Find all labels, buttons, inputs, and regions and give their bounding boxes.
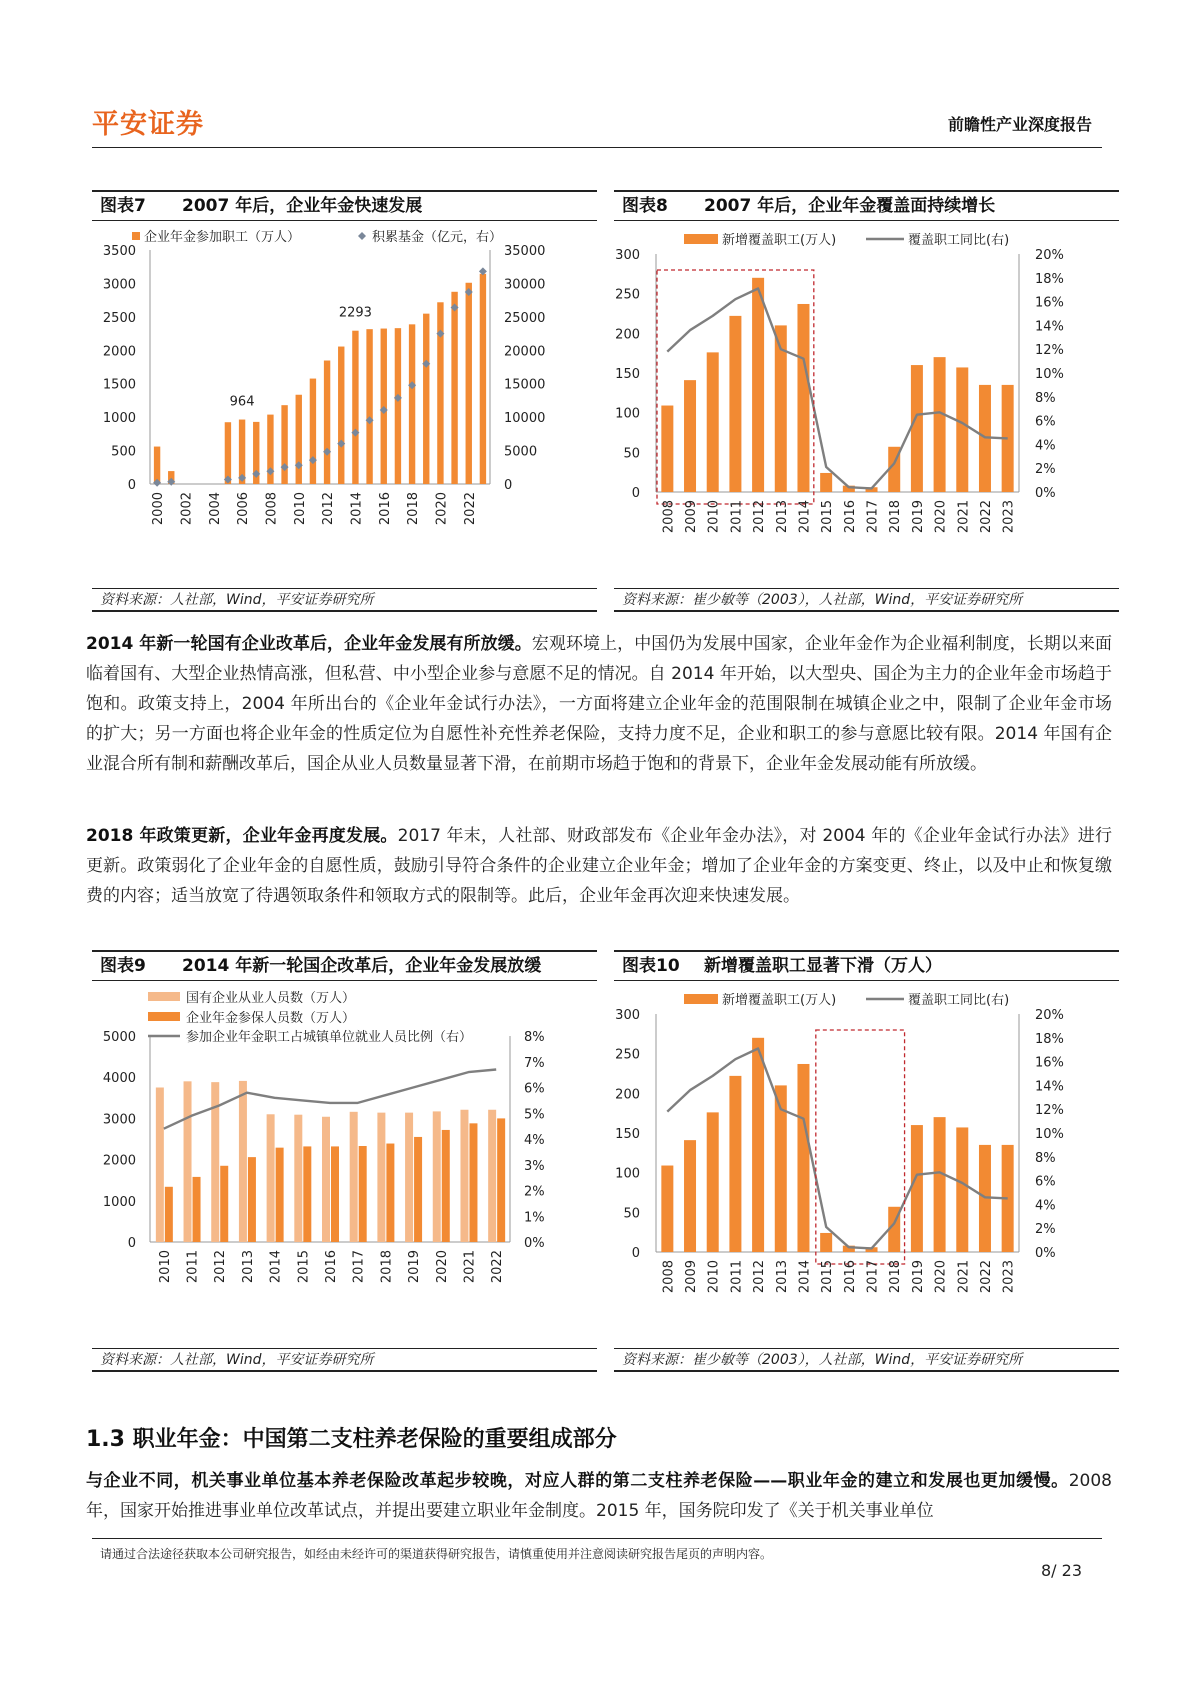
x-tick-label: 2008 bbox=[264, 492, 280, 526]
x-tick-label: 2011 bbox=[185, 1250, 201, 1284]
x-tick-label: 2011 bbox=[729, 1260, 745, 1294]
y-tick-label-left: 3000 bbox=[102, 1112, 136, 1128]
legend-swatch bbox=[358, 232, 366, 240]
x-tick-label: 2020 bbox=[434, 1250, 450, 1284]
figure-7-chart bbox=[92, 228, 597, 583]
y-tick-label-left: 250 bbox=[615, 1047, 640, 1063]
bar-annuity-participants bbox=[276, 1148, 284, 1242]
legend-label: 企业年金参加职工（万人） bbox=[144, 230, 301, 245]
y-tick-label-right: 2% bbox=[524, 1184, 545, 1200]
x-tick-label: 2018 bbox=[406, 492, 422, 526]
bar bbox=[729, 316, 741, 492]
legend-label: 积累基金（亿元，右） bbox=[372, 230, 503, 245]
legend-label: 新增覆盖职工(万人) bbox=[722, 993, 837, 1008]
x-tick-label: 2009 bbox=[684, 500, 700, 534]
bar-soe-employees bbox=[322, 1117, 330, 1242]
y-tick-label-right: 8% bbox=[1035, 390, 1056, 406]
legend-label: 覆盖职工同比(右) bbox=[908, 233, 1010, 248]
y-tick-label-right: 18% bbox=[1035, 1031, 1064, 1047]
y-tick-label-right: 20000 bbox=[504, 344, 546, 360]
bar-soe-employees bbox=[239, 1081, 247, 1242]
paragraph-lead: 2014 年新一轮国有企业改革后，企业年金发展有所放缓。 bbox=[86, 634, 532, 654]
bar bbox=[911, 1125, 923, 1252]
y-tick-label-left: 150 bbox=[615, 367, 640, 382]
y-tick-label-right: 6% bbox=[1035, 414, 1056, 430]
x-tick-label: 2015 bbox=[820, 500, 836, 534]
x-tick-label: 2018 bbox=[379, 1250, 395, 1284]
x-tick-label: 2019 bbox=[910, 500, 926, 534]
figure-source: 资料来源：人社部，Wind，平安证券研究所 bbox=[92, 588, 597, 612]
legend-swatch bbox=[684, 234, 718, 244]
y-tick-label-right: 0% bbox=[1035, 486, 1056, 501]
legend-label: 覆盖职工同比(右) bbox=[908, 993, 1010, 1008]
y-tick-label-right: 12% bbox=[1035, 1103, 1064, 1119]
figure-source: 资料来源：崔少敏等（2003），人社部，Wind，平安证券研究所 bbox=[614, 588, 1119, 612]
y-tick-label-left: 300 bbox=[615, 1008, 640, 1023]
y-tick-label-left: 4000 bbox=[102, 1071, 136, 1087]
legend-label: 新增覆盖职工(万人) bbox=[722, 233, 837, 248]
x-tick-label: 2009 bbox=[684, 1260, 700, 1294]
y-tick-label-right: 20% bbox=[1035, 1008, 1064, 1023]
bar-soe-employees bbox=[350, 1112, 358, 1242]
x-tick-label: 2023 bbox=[1001, 1260, 1017, 1294]
bar-annuity-participants bbox=[497, 1118, 505, 1242]
bar bbox=[661, 1166, 673, 1252]
bar-annuity-participants bbox=[469, 1123, 477, 1242]
bar-annuity-participants bbox=[386, 1144, 394, 1242]
x-tick-label: 2022 bbox=[978, 1260, 994, 1294]
figure-title: 图表8 2007 年后，企业年金覆盖面持续增长 bbox=[614, 190, 1119, 221]
bar bbox=[352, 331, 358, 484]
bar bbox=[684, 380, 696, 492]
x-tick-label: 2015 bbox=[296, 1250, 312, 1284]
data-label: 2293 bbox=[338, 305, 372, 321]
bar-annuity-participants bbox=[442, 1130, 450, 1242]
paragraph-body: 2017 年末，人社部、财政部发布《企业年金办法》，对 2004 年的《企业年金试行办法》进行更新。政策弱化了企业年金的自愿性质，鼓励引导符合条件的企业建立企业年金；增加了企业年金的方案变更、终止，以及中止和恢复缴费的内容；适当放宽了待遇领取条件和领取方式的限制等。此后，企业年金再次迎来快速发展。 bbox=[86, 826, 1112, 906]
data-label: 964 bbox=[229, 394, 255, 410]
legend-label: 国有企业从业人员数（万人） bbox=[186, 991, 356, 1006]
y-tick-label-left: 1500 bbox=[102, 377, 136, 393]
bar bbox=[451, 292, 457, 484]
x-tick-label: 2014 bbox=[268, 1250, 284, 1284]
x-tick-label: 2006 bbox=[236, 492, 252, 526]
y-tick-label-left: 2000 bbox=[102, 1153, 136, 1169]
y-tick-label-left: 0 bbox=[631, 486, 640, 501]
bar-annuity-participants bbox=[220, 1166, 228, 1242]
legend-swatch bbox=[132, 232, 140, 240]
paragraph-occupational-annuity bbox=[86, 1466, 1112, 1526]
paragraph-body: 宏观环境上，中国仍为发展中国家，企业年金作为企业福利制度，长期以来面临着国有、大型企业热情高涨，但私营、中小型企业参与意愿不足的情况。自 2014 年开始，以大型央、国企为主力的企业年金市场趋于饱和。政策支持上，2004 年所出台的《企业年金试行办法》，一方面将建立企业年金的范围限制在城镇企业之中，限制了企业年金市场的扩大；另一方面也将企业年金的性质定位为自愿性补充性养老保险，支持力度不足，企业和职工的参与意愿比较有限。2014 年国有企业混合所有制和薪酬改革后，国企从业人员数量显著下滑，在前期市场趋于饱和的背景下，企业年金发展动能有所放缓。 bbox=[86, 634, 1113, 774]
figure-8-chart bbox=[614, 228, 1119, 583]
x-tick-label: 2020 bbox=[434, 492, 450, 526]
figure-source: 资料来源：崔少敏等（2003），人社部，Wind，平安证券研究所 bbox=[614, 1348, 1119, 1372]
x-tick-label: 2012 bbox=[321, 492, 337, 526]
bar bbox=[310, 379, 316, 484]
x-tick-label: 2016 bbox=[842, 1260, 858, 1294]
bar bbox=[466, 283, 472, 484]
bar-annuity-participants bbox=[331, 1146, 339, 1242]
legend-label: 企业年金参保人员数（万人） bbox=[186, 1011, 356, 1026]
bar-soe-employees bbox=[294, 1115, 302, 1242]
bar-annuity-participants bbox=[303, 1146, 311, 1242]
bar-soe-employees bbox=[156, 1088, 164, 1243]
y-tick-label-right: 4% bbox=[1035, 1198, 1056, 1214]
bar bbox=[366, 329, 372, 484]
y-tick-label-right: 0% bbox=[1035, 1246, 1056, 1261]
bar bbox=[423, 314, 429, 484]
y-tick-label-right: 8% bbox=[524, 1030, 545, 1045]
x-tick-label: 2000 bbox=[151, 492, 167, 526]
legend-swatch bbox=[148, 992, 180, 1001]
bar-annuity-participants bbox=[414, 1137, 422, 1242]
bar bbox=[956, 1127, 968, 1252]
x-tick-label: 2018 bbox=[888, 1260, 904, 1294]
y-tick-label-left: 150 bbox=[615, 1127, 640, 1142]
y-tick-label-left: 2000 bbox=[102, 344, 136, 360]
bar bbox=[911, 365, 923, 492]
bar bbox=[752, 278, 764, 492]
y-tick-label-left: 250 bbox=[615, 287, 640, 303]
bar bbox=[661, 406, 673, 492]
x-tick-label: 2010 bbox=[706, 500, 722, 534]
figure-9 bbox=[92, 950, 597, 1382]
y-tick-label-right: 6% bbox=[524, 1081, 545, 1097]
y-tick-label-left: 3500 bbox=[102, 244, 136, 259]
bar-soe-employees bbox=[377, 1113, 385, 1242]
y-tick-label-right: 5000 bbox=[504, 444, 538, 460]
x-tick-label: 2016 bbox=[377, 492, 393, 526]
bar-soe-employees bbox=[460, 1110, 468, 1242]
y-tick-label-right: 3% bbox=[524, 1158, 545, 1174]
x-tick-label: 2002 bbox=[179, 492, 195, 526]
y-tick-label-left: 0 bbox=[127, 478, 136, 493]
bar-soe-employees bbox=[267, 1114, 275, 1242]
x-tick-label: 2010 bbox=[157, 1250, 173, 1284]
figure-title: 图表9 2014 年新一轮国企改革后，企业年金发展放缓 bbox=[92, 950, 597, 981]
y-tick-label-right: 35000 bbox=[504, 244, 546, 259]
y-tick-label-left: 1000 bbox=[102, 1194, 136, 1210]
y-tick-label-left: 1000 bbox=[102, 411, 136, 427]
x-tick-label: 2021 bbox=[956, 500, 972, 534]
x-tick-label: 2017 bbox=[865, 500, 881, 534]
y-tick-label-right: 10% bbox=[1035, 367, 1064, 382]
y-tick-label-right: 0% bbox=[524, 1236, 545, 1251]
page-header bbox=[92, 98, 1102, 148]
x-tick-label: 2019 bbox=[910, 1260, 926, 1294]
x-tick-label: 2018 bbox=[888, 500, 904, 534]
x-tick-label: 2012 bbox=[752, 1260, 768, 1294]
bar bbox=[437, 302, 443, 484]
x-tick-label: 2020 bbox=[933, 1260, 949, 1294]
bar-soe-employees bbox=[488, 1110, 496, 1242]
x-tick-label: 2016 bbox=[842, 500, 858, 534]
y-tick-label-right: 15000 bbox=[504, 377, 546, 393]
x-tick-label: 2022 bbox=[490, 1250, 506, 1284]
x-tick-label: 2022 bbox=[462, 492, 478, 526]
y-tick-label-right: 14% bbox=[1035, 1079, 1064, 1095]
y-tick-label-left: 0 bbox=[127, 1236, 136, 1251]
y-tick-label-left: 500 bbox=[111, 444, 136, 460]
bar-soe-employees bbox=[433, 1111, 441, 1242]
bar-soe-employees bbox=[405, 1113, 413, 1242]
x-tick-label: 2017 bbox=[865, 1260, 881, 1294]
paragraph-2018-policy bbox=[86, 821, 1112, 911]
y-tick-label-right: 1% bbox=[524, 1210, 545, 1226]
bar bbox=[707, 352, 719, 492]
bar bbox=[707, 1112, 719, 1252]
x-tick-label: 2013 bbox=[240, 1250, 256, 1284]
y-tick-label-right: 4% bbox=[1035, 438, 1056, 454]
y-tick-label-left: 50 bbox=[623, 1206, 640, 1222]
y-tick-label-right: 30000 bbox=[504, 277, 546, 293]
y-tick-label-left: 200 bbox=[615, 327, 640, 343]
bar-annuity-participants bbox=[359, 1146, 367, 1242]
figure-title: 图表10 新增覆盖职工显著下滑（万人） bbox=[614, 950, 1119, 981]
x-tick-label: 2022 bbox=[978, 500, 994, 534]
bar bbox=[296, 395, 302, 484]
bar bbox=[934, 1117, 946, 1252]
bar bbox=[729, 1076, 741, 1252]
x-tick-label: 2013 bbox=[774, 1260, 790, 1294]
bar bbox=[225, 422, 231, 484]
y-tick-label-right: 2% bbox=[1035, 1222, 1056, 1238]
y-tick-label-right: 16% bbox=[1035, 295, 1064, 311]
y-tick-label-left: 0 bbox=[631, 1246, 640, 1261]
x-tick-label: 2010 bbox=[706, 1260, 722, 1294]
y-tick-label-right: 6% bbox=[1035, 1174, 1056, 1190]
x-tick-label: 2008 bbox=[661, 1260, 677, 1294]
bar bbox=[154, 447, 160, 484]
bar bbox=[820, 473, 832, 492]
legend-swatch bbox=[148, 1012, 180, 1021]
x-tick-label: 2012 bbox=[752, 500, 768, 534]
x-tick-label: 2013 bbox=[774, 500, 790, 534]
brand-logo: 平安证券 bbox=[92, 109, 204, 140]
x-tick-label: 2021 bbox=[956, 1260, 972, 1294]
y-tick-label-right: 20% bbox=[1035, 248, 1064, 263]
bar bbox=[752, 1038, 764, 1252]
legend-swatch bbox=[684, 994, 718, 1004]
x-tick-label: 2014 bbox=[797, 1260, 813, 1294]
footer-disclaimer: 请通过合法途径获取本公司研究报告，如经由未经许可的渠道获得研究报告，请慎重使用并注意阅读研究报告尾页的声明内容。 bbox=[100, 1547, 773, 1561]
y-tick-label-left: 5000 bbox=[102, 1030, 136, 1045]
y-tick-label-right: 18% bbox=[1035, 271, 1064, 287]
figure-8 bbox=[614, 190, 1119, 622]
bar bbox=[797, 304, 809, 492]
y-tick-label-left: 300 bbox=[615, 248, 640, 263]
bar-soe-employees bbox=[184, 1081, 192, 1242]
paragraph-lead: 与企业不同，机关事业单位基本养老保险改革起步较晚，对应人群的第二支柱养老保险——职业年金的建立和发展也更加缓慢。 bbox=[86, 1471, 1069, 1491]
legend-label: 参加企业年金职工占城镇单位就业人员比例（右） bbox=[186, 1030, 473, 1045]
bar bbox=[281, 405, 287, 484]
figure-10-chart bbox=[614, 988, 1119, 1343]
report-type: 前瞻性产业深度报告 bbox=[947, 115, 1092, 134]
bar-annuity-participants bbox=[248, 1157, 256, 1242]
figure-title: 图表7 2007 年后，企业年金快速发展 bbox=[92, 190, 597, 221]
bar bbox=[956, 367, 968, 492]
y-tick-label-right: 25000 bbox=[504, 310, 546, 326]
bar bbox=[820, 1233, 832, 1252]
bar bbox=[395, 328, 401, 484]
bar bbox=[934, 357, 946, 492]
x-tick-label: 2019 bbox=[407, 1250, 423, 1284]
y-tick-label-right: 16% bbox=[1035, 1055, 1064, 1071]
y-tick-label-right: 8% bbox=[1035, 1150, 1056, 1166]
y-tick-label-left: 100 bbox=[615, 1166, 640, 1182]
paragraph-body: 2008 年，国家开始推进事业单位改革试点，并提出要建立职业年金制度。2015 年，国务院印发了《关于机关事业单位 bbox=[86, 1471, 1112, 1521]
paragraph-2014-reform bbox=[86, 629, 1112, 779]
x-tick-label: 2014 bbox=[797, 500, 813, 534]
x-tick-label: 2021 bbox=[462, 1250, 478, 1284]
bar bbox=[338, 347, 344, 484]
x-tick-label: 2023 bbox=[1001, 500, 1017, 534]
bar bbox=[797, 1064, 809, 1252]
y-tick-label-right: 10000 bbox=[504, 411, 546, 427]
y-tick-label-right: 5% bbox=[524, 1107, 545, 1123]
section-title: 1.3 职业年金：中国第二支柱养老保险的重要组成部分 bbox=[86, 1427, 617, 1452]
bar bbox=[684, 1140, 696, 1252]
bar bbox=[324, 361, 330, 484]
x-tick-label: 2016 bbox=[324, 1250, 339, 1284]
x-tick-label: 2010 bbox=[292, 492, 308, 526]
x-tick-label: 2004 bbox=[207, 492, 223, 526]
y-tick-label-right: 10% bbox=[1035, 1127, 1064, 1142]
y-tick-label-left: 3000 bbox=[102, 277, 136, 293]
x-tick-label: 2020 bbox=[933, 500, 949, 534]
figure-10 bbox=[614, 950, 1119, 1382]
x-tick-label: 2014 bbox=[349, 492, 365, 526]
y-tick-label-right: 0 bbox=[504, 478, 513, 493]
y-tick-label-right: 4% bbox=[524, 1133, 545, 1148]
bar-annuity-participants bbox=[165, 1187, 173, 1242]
y-tick-label-right: 14% bbox=[1035, 319, 1064, 335]
figure-9-chart bbox=[92, 988, 597, 1343]
page-footer bbox=[92, 1538, 1102, 1580]
y-tick-label-right: 7% bbox=[524, 1055, 545, 1071]
x-tick-label: 2011 bbox=[729, 500, 745, 534]
y-tick-label-left: 200 bbox=[615, 1087, 640, 1103]
page-number: 8/ 23 bbox=[1040, 1561, 1082, 1580]
bar bbox=[480, 274, 486, 484]
x-tick-label: 2012 bbox=[213, 1250, 229, 1284]
x-tick-label: 2008 bbox=[661, 500, 677, 534]
bar-annuity-participants bbox=[193, 1177, 201, 1242]
x-tick-label: 2017 bbox=[351, 1250, 367, 1284]
figure-source: 资料来源：人社部，Wind，平安证券研究所 bbox=[92, 1348, 597, 1372]
y-tick-label-right: 12% bbox=[1035, 343, 1064, 359]
bar bbox=[409, 324, 415, 484]
y-tick-label-left: 50 bbox=[623, 446, 640, 462]
y-tick-label-right: 2% bbox=[1035, 462, 1056, 478]
figure-7 bbox=[92, 190, 597, 622]
paragraph-lead: 2018 年政策更新，企业年金再度发展。 bbox=[86, 826, 398, 846]
y-tick-label-left: 100 bbox=[615, 406, 640, 422]
x-tick-label: 2015 bbox=[820, 1260, 836, 1294]
y-tick-label-left: 2500 bbox=[102, 310, 136, 326]
